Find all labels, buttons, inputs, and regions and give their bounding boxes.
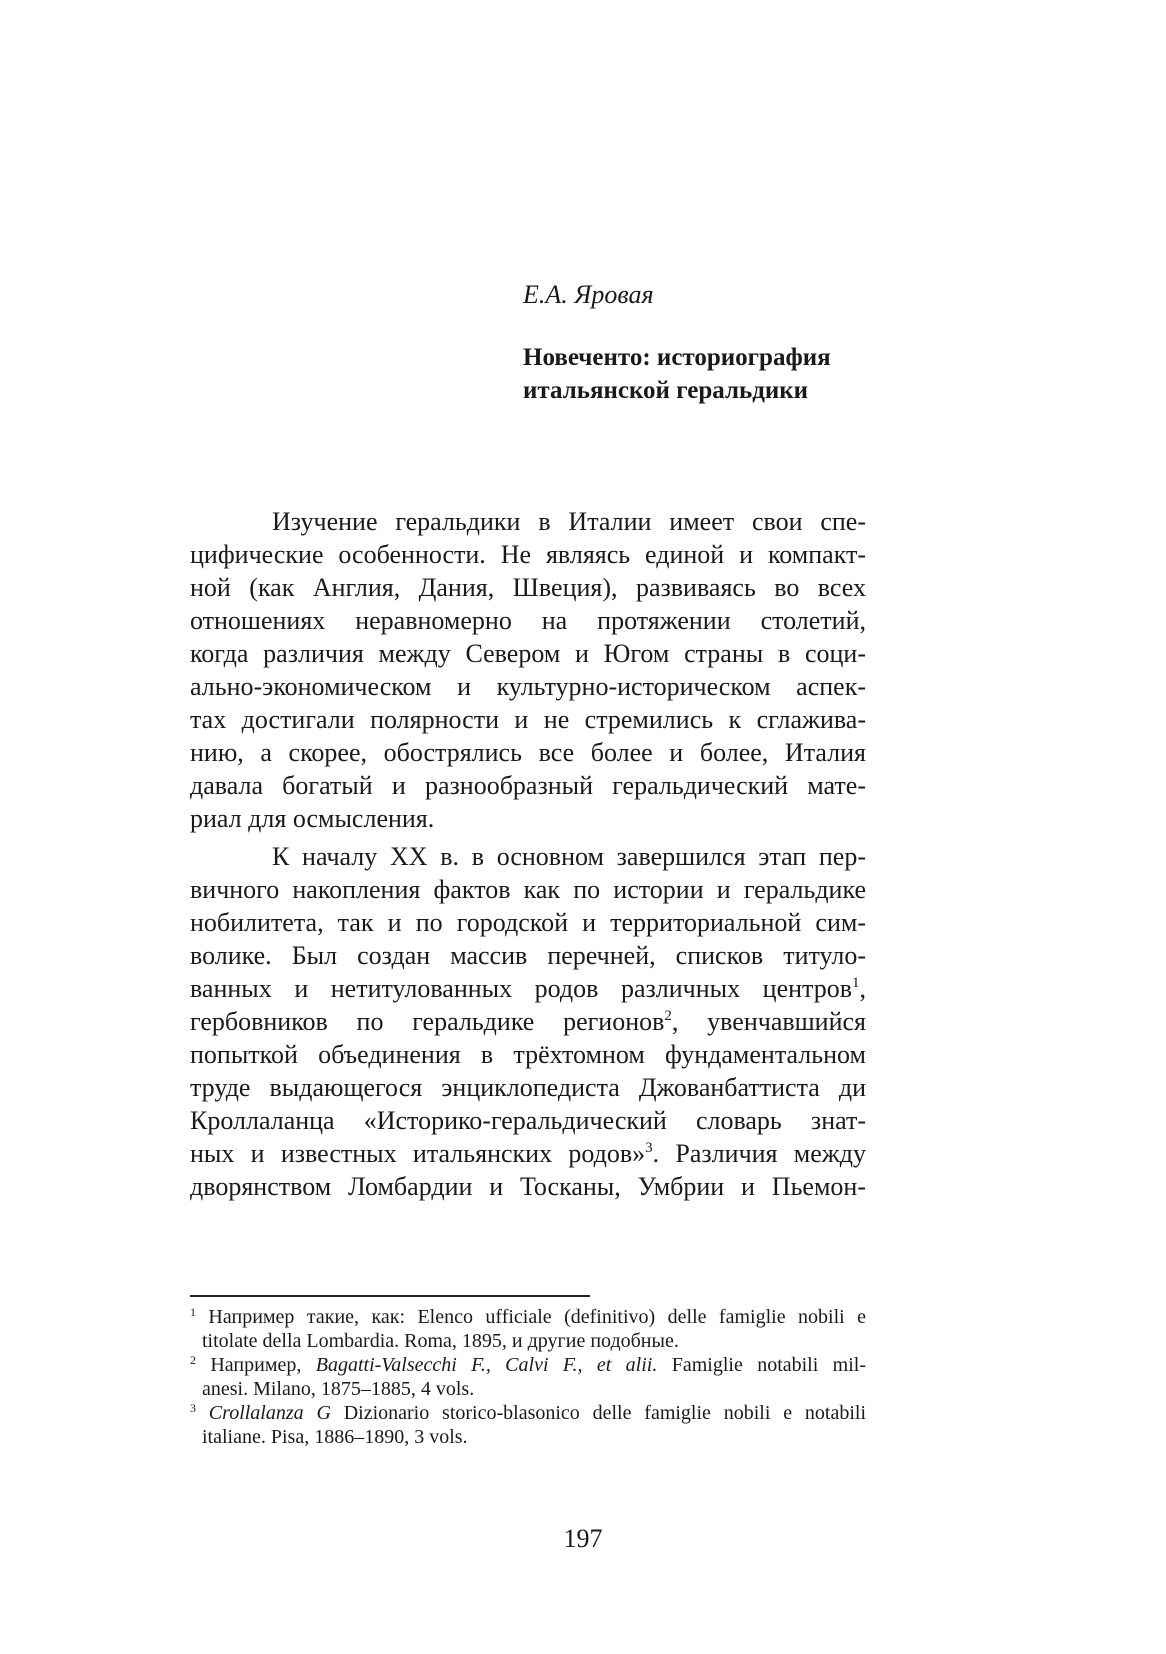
body-line: вичного накопления фактов как по истории и геральдике: [190, 875, 866, 904]
body-text-run: ванных и нетитулованных родов различных центров: [190, 974, 852, 1003]
body-line: К началу XX в. в основном завершился этап пер-: [272, 842, 866, 871]
body-line: [190, 972, 866, 1005]
body-line: попыткой объединения в трёхтомном фундаментальном: [190, 1040, 866, 1069]
body-line: нобилитета, так и по городской и территориальной сим-: [190, 908, 866, 937]
body-text-run: гербовников по геральдике регионов: [190, 1007, 665, 1036]
footnote-text: Например,: [196, 1354, 316, 1376]
title-line: Новеченто: историография: [523, 344, 831, 371]
body-text-run: ,: [859, 974, 866, 1003]
footnote-text: Famiglie notabili mil-: [657, 1354, 866, 1376]
footnote-1: [190, 1305, 866, 1329]
body-line: [190, 1137, 866, 1170]
body-line: Кроллаланца «Историко-геральдический словарь знат-: [190, 1106, 866, 1135]
author-name: Е.А. Яровая: [523, 280, 654, 309]
footnote-cited-author: Crollalanza G: [196, 1402, 331, 1424]
footnote-ref-3[interactable]: 3: [645, 1140, 653, 1156]
body-line: отношениях неравномерно на протяжении столетий,: [190, 606, 866, 635]
footnote-ref-2[interactable]: 2: [664, 1008, 672, 1024]
footnote-1-continued: titolate della Lombardia. Roma, 1895, и другие подобные.: [202, 1330, 679, 1352]
body-line: труде выдающегося энциклопедиста Джованбаттиста ди: [190, 1073, 866, 1102]
body-line: нию, а скорее, обострялись все более и более, Италия: [190, 738, 866, 767]
title-line: итальянской геральдики: [523, 377, 809, 404]
body-line: ной (как Англия, Дания, Швеция), развиваясь во всех: [190, 573, 866, 602]
body-text-run: , увенчавшийся: [671, 1007, 866, 1036]
body-line: риал для осмысления.: [190, 804, 435, 833]
body-line: волике. Был создан массив перечней, списков титуло-: [190, 941, 866, 970]
body-line: [190, 1005, 866, 1038]
footnote-3-continued: italiane. Pisa, 1886–1890, 3 vols.: [202, 1426, 468, 1448]
footnote-3: [190, 1401, 866, 1425]
body-line: ально-экономическом и культурно-историческом аспек-: [190, 672, 866, 701]
body-line: тах достигали полярности и не стремились к сглажива-: [190, 705, 866, 734]
body-text-run: ных и известных итальянских родов»: [190, 1139, 646, 1168]
footnote-cited-authors: Bagatti-Valsecchi F., Calvi F., et alii.: [315, 1354, 658, 1376]
body-line: Изучение геральдики в Италии имеет свои спе-: [272, 507, 866, 536]
body-line: дворянством Ломбардии и Тосканы, Умбрии и Пьемон-: [190, 1172, 866, 1201]
body-line: когда различия между Севером и Югом страны в соци-: [190, 639, 866, 668]
footnote-divider: [190, 1295, 590, 1297]
page-number: 197: [563, 1524, 603, 1553]
body-text-run: . Различия между: [652, 1139, 866, 1168]
footnote-text: Например такие, как: Elenco ufficiale (definitivo) delle famiglie nobili e: [196, 1306, 866, 1328]
footnote-number: 1: [190, 1305, 196, 1319]
footnote-number: 3: [190, 1401, 196, 1415]
footnote-2: [190, 1353, 866, 1377]
footnote-text: Dizionario storico-blasonico delle famiglie nobili e notabili: [330, 1402, 866, 1424]
body-line: цифические особенности. Не являясь единой и компакт-: [190, 540, 866, 569]
footnote-ref-1[interactable]: 1: [852, 975, 860, 991]
article-title: [523, 341, 943, 407]
body-line: давала богатый и разнообразный геральдический мате-: [190, 771, 866, 800]
footnote-number: 2: [190, 1353, 196, 1367]
footnote-2-continued: anesi. Milano, 1875–1885, 4 vols.: [202, 1378, 475, 1400]
